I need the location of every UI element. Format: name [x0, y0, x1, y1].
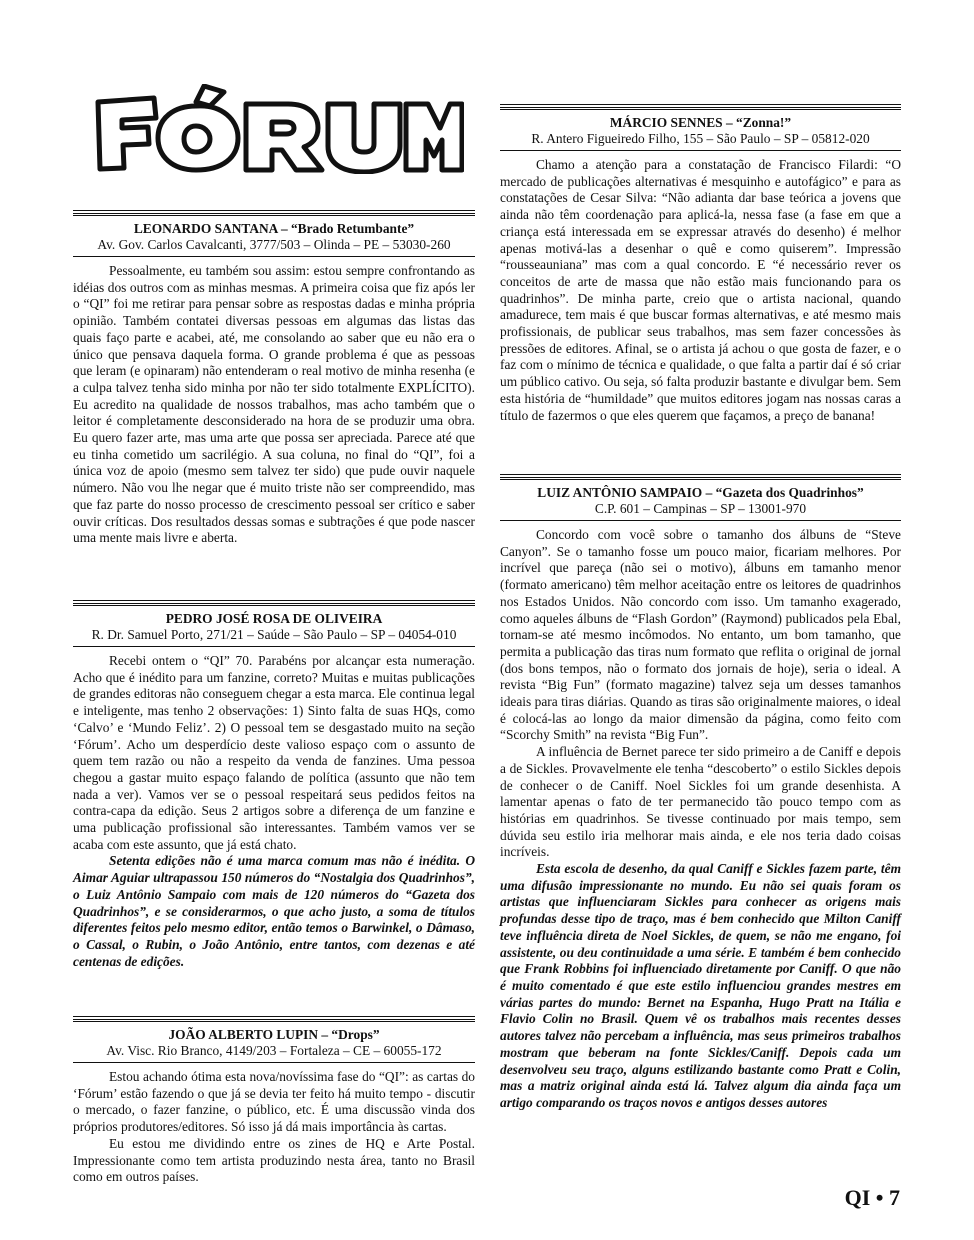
letter-paragraph: Eu estou me dividindo entre os zines de HQ e Arte Postal. Impressionante como tem artista produzindo nesta área, tanto no Brasil como em outros países. [73, 1135, 475, 1185]
letter-oliveira [73, 600, 475, 970]
letter-author: JOÃO ALBERTO LUPIN – “Drops” [168, 1027, 380, 1042]
letter-author: PEDRO JOSÉ ROSA DE OLIVEIRA [165, 611, 383, 626]
forum-logo [92, 84, 464, 174]
letter-header-rule [73, 600, 475, 606]
letter-paragraph: Estou achando ótima esta nova/novíssima fase do “QI”: as cartas do ‘Fórum’ estão fazendo o que já se devia ter feito há muito tempo - discutir o mercado, o fazer fanzine, o público, etc. É uma discussão vinda dos próprios produtores/editores. Só isso já dá mais importância às cartas. [73, 1069, 475, 1135]
letter-author: LEONARDO SANTANA – “Brado Retumbante” [133, 221, 415, 236]
letter-header-rule [73, 210, 475, 216]
letter-header-rule [500, 474, 901, 480]
letter-header-rule [500, 104, 901, 110]
letter-header-rule [73, 1016, 475, 1022]
letter-santana [73, 210, 475, 547]
letter-address: R. Dr. Samuel Porto, 271/21 – Saúde – São Paulo – SP – 04054-010 [73, 627, 475, 647]
editor-reply: Setenta edições não é uma marca comum mas não é inédita. O Aimar Aguiar ultrapassou 150 números do “Nostalgia dos Quadrinhos”, o Luiz Antônio Sampaio com mais de 120 números do “Gazeta dos Quadrinhos”, e se considerarmos, o que acho justo, a soma de títulos diferentes feitos pelo mesmo editor, então temos o Barwinkel, o Dâmaso, o Cassal, o Rubin, o João Antônio, entre tantos, com dezenas e até centenas de edições. [73, 853, 475, 969]
letter-address: Av. Gov. Carlos Cavalcanti, 3777/503 – Olinda – PE – 53030-260 [73, 237, 475, 257]
letter-author: LUIZ ANTÔNIO SAMPAIO – “Gazeta dos Quadrinhos” [537, 485, 864, 500]
page-number: QI • 7 [844, 1185, 900, 1210]
letter-lupin [73, 1016, 475, 1186]
editor-reply: Esta escola de desenho, da qual Caniff e Sickles fazem parte, têm uma difusão impressionante no mundo. Eu não sei quais foram os artistas que influenciaram Sickles para conhecer as origens mais profundas desse tipo de traço, mas é bem conhecido que Milton Caniff teve influência direta de Noel Sickles, de quem, se não me engano, foi assistente, ou deu continuidade a uma série. E também é bem conhecido que Frank Robbins foi influenciado diretamente por Caniff. O que não é muito comentado é que este estilo influenciou grandes mestres em várias partes do mundo: Bernet na Espanha, Hugo Pratt na Itália e Flavio Colin no Brasil. Quem vê os trabalhos mais recentes desses autores talvez não percebam a influência, mas seus primeiros trabalhos mostram que beberam na fonte Sickles/Caniff. Depois cada um desenvolveu seu traço, alguns estilizando bastante como Pratt e Colin, mas a matriz original ainda está lá. Talvez algum dia ainda faça um artigo comparando os traços novos e antigos desses autores [500, 861, 901, 1110]
forum-logo-art [92, 84, 464, 174]
letter-sennes [500, 104, 901, 424]
letter-paragraph: Recebi ontem o “QI” 70. Parabéns por alcançar esta numeração. Acho que é inédito para um fanzine, correto? Muitas e muitas publicações de grandes editoras não conseguem chegar a esta marca. Ele continua legal e inteligente, mas tenho 2 observações: 1) Sinto falta de suas HQs, como ‘Calvo’ e ‘Mundo Feliz’. 2) O pessoal tem se desgastado muito na seção ‘Fórum’. Acho um desperdício deste valioso espaço com o assunto de quem tem razão ou não a respeito da venda de fanzines. Uma pessoa chegou a gastar muito espaço falando de política (assunto que não tem nada a ver). Vamos ver se o pessoal respeitará seus pedidos feitos na contra-capa da edição. Seus 2 artigos sobre a diferença de um fanzine e uma publicação profissional são interessantes. Também vamos ver se acaba com este assunto, que já está chato. [73, 653, 475, 852]
letter-address: R. Antero Figueiredo Filho, 155 – São Paulo – SP – 05812-020 [500, 131, 901, 151]
letter-sampaio [500, 474, 901, 1112]
letter-address: Av. Visc. Rio Branco, 4149/203 – Fortaleza – CE – 60055-172 [73, 1043, 475, 1063]
letter-address: C.P. 601 – Campinas – SP – 13001-970 [500, 501, 901, 521]
letter-paragraph: Concordo com você sobre o tamanho dos álbuns de “Steve Canyon”. Se o tamanho fosse um pouco maior, ficariam melhores. Por incrível que pareça (não sei o motivo), álbuns em tamanho menor (formato americano) têm melhor aceitação entre os leitores de quadrinhos nos Estados Unidos. Não concordo com isso. Um tamanho exagerado, como aqueles álbuns de “Flash Gordon” (Raymond) publicados pela Ebal, tornam-se até mesmo incômodos. No entanto, um bom tamanho, que permita a publicação das tiras num formato que reflita o original de jornal (dos bons tempos, não o formato dos jornais de hoje), seria o ideal. A revista “Big Fun” (formato magazine) talvez seja um desses tamanhos ideais para tiras diárias. Quando as tiras são originalmente maiores, o ideal é colocá-las ao longo da maior dimensão da página, como feito com “Scorchy Smith” na revista “Big Fun”. [500, 527, 901, 743]
letter-paragraph: A influência de Bernet parece ter sido primeiro a de Caniff e depois a de Sickles. Provavelmente ele tenha “descoberto” o estilo Sickles depois de conhecer o de Caniff. Noel Sickles foi um grande desenhista. A lamentar apenas o fato de ter permanecido tão pouco tempo com as histórias em quadrinhos. Se tivesse continuado por mais tempo, sem dúvida seu estilo iria melhorar mais ainda, e ele nos teria dado coisas incríveis. [500, 744, 901, 860]
letter-paragraph: Pessoalmente, eu também sou assim: estou sempre confrontando as idéias dos outros com as minhas mesmas. A primeira coisa que fiz após ler o “QI” foi me retirar para pensar sobre as respostas dadas e minha própria opinião. Também contatei diversas pessoas em algumas das listas das quais faço parte e acabei, até, me consolando ao saber que eu não era o único que pensava daquela forma. O grande problema é que as pessoas que leram (e opinaram) não entenderam o real motivo de minha resenha (e a culpa talvez tenha sido minha por não ter sido totalmente EXPLÍCITO). Eu acredito na qualidade de nossos trabalhos, mas acho também que o leitor é completamente desconsiderado na hora de se produzir uma obra. Eu quero fazer arte, mas uma arte que possa ser apreciada. Parece até que eu tinha cometido um sacrilégio. A sua coluna, no final do “QI”, foi a única voz de apoio (mesmo sem talvez ter sido) que pude ouvir naquele número. Não vou lhe negar que é muito triste não ser compreendido, mas que faz parte do nosso processo de crescimento pessoal ser crítico e saber ouvir críticas. Dos resultados dessas somas e subtrações é que pode nascer uma mente mais livre e aberta. [73, 263, 475, 546]
letter-author: MÁRCIO SENNES – “Zonna!” [609, 115, 792, 130]
letter-paragraph: Chamo a atenção para a constatação de Francisco Filardi: “O mercado de publicações alternativas é mesquinho e autofágico” e para as constatações de Cesar Silva: “Não adianta dar base teórica a jovens que ainda não têm coordenação para aplicá-la, nessa fase (a fase em que a criança está interessada em se expressar através do desenho) é melhor apenas motivá-las a desenhar o quê e como quiserem”. Impressão “rousseauniana” mas com a qual concordo. E “é necessário rever os conceitos de arte de massa que não estão mais funcionando para os quadrinhos”. De minha parte, creio que o artista nacional, quando amadurece, tem mais é que buscar formas alternativas, e até mesmo mais profissionais, de publicar seus trabalhos, mas sem fazer concessões às pressões de editores. Afinal, se o artista já achou o que gosta de fazer, e o faz com o mínimo de técnica e qualidade, o que falta a partir daí é só criar um público cativo. Ou seja, só falta produzir bastante e divulgar bem. Sem esta história de “humildade” que muitos editores jogam nas nossas caras a título de fazermos o que eles querem que façamos, a preço de banana! [500, 157, 901, 423]
